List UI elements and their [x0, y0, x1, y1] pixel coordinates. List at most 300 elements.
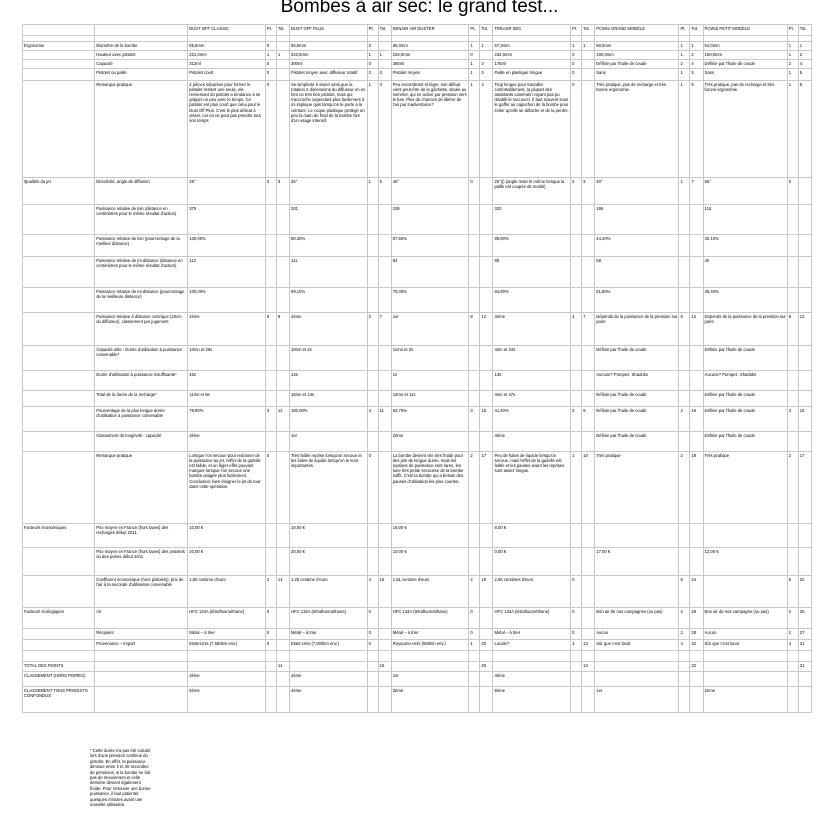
table-row	[23, 524, 812, 548]
total-cell	[378, 608, 391, 629]
points-cell	[679, 235, 690, 257]
value-cell: 65,5mm	[188, 42, 266, 51]
points-cell: 1	[679, 51, 690, 60]
value-cell: 3ème	[188, 672, 266, 687]
value-cell: HFC 134A (tétrafluoroéthane)	[493, 608, 571, 629]
total-cell	[582, 672, 595, 687]
value-cell: Aucune? Pompez, Shadoks	[703, 371, 787, 391]
value-cell: 16mn et 14s	[289, 391, 367, 407]
value-cell: Définie par l'huile de coude	[703, 432, 787, 452]
criterion-cell: Pourcentage de la plus longue durée d'utilisation à puissance convenable	[95, 407, 188, 432]
value-cell: 201	[289, 205, 367, 235]
total-cell	[276, 346, 289, 371]
value-cell	[703, 524, 787, 548]
points-cell: 1	[679, 81, 690, 178]
value-cell: 54,0mm	[703, 42, 787, 51]
value-cell: 12mn et 11s	[391, 391, 469, 407]
total-cell	[798, 687, 811, 713]
points-cell	[571, 548, 582, 576]
total-cell	[798, 432, 811, 452]
total-cell	[276, 640, 289, 651]
value-cell	[595, 651, 679, 662]
value-cell: Définie par l'huile de coude	[595, 432, 679, 452]
total-cell	[378, 60, 391, 69]
points-cell: 2	[367, 69, 378, 81]
total-cell	[798, 651, 811, 662]
total-cell: 1	[480, 42, 493, 51]
total-cell	[378, 651, 391, 662]
points-cell: 0	[367, 452, 378, 524]
value-cell	[493, 651, 571, 662]
value-cell: 20,00 €	[289, 548, 367, 576]
value-cell: 300ml	[289, 60, 367, 69]
total-cell: 20	[480, 662, 493, 672]
points-cell: 0	[571, 629, 582, 640]
points-cell: 1	[787, 42, 798, 51]
total-cell	[378, 629, 391, 640]
points-cell	[367, 651, 378, 662]
value-cell: 2ème	[289, 672, 367, 687]
total-cell	[582, 257, 595, 288]
value-cell: 84	[391, 257, 469, 288]
points-cell: 1	[787, 69, 798, 81]
total-cell: 31	[798, 662, 811, 672]
total-cell	[480, 235, 493, 257]
total-cell	[480, 629, 493, 640]
table-row	[23, 81, 812, 178]
total-cell	[378, 235, 391, 257]
row-label-cell	[23, 235, 95, 257]
value-cell: Définie par l'huile de coude	[595, 407, 679, 432]
total-cell	[480, 205, 493, 235]
value-cell: 234,0mm	[391, 51, 469, 60]
row-label-cell	[23, 81, 95, 178]
table-row	[23, 651, 812, 662]
total-cell	[582, 51, 595, 60]
header-cell	[23, 25, 95, 36]
points-cell	[679, 288, 690, 313]
value-cell: Définie par l'huile de coude	[703, 407, 787, 432]
points-cell	[571, 662, 582, 672]
value-cell: 25°(i) (angle reste le même lorsque la paille est coupée de moitié)	[493, 178, 571, 205]
points-cell: 6	[265, 313, 276, 346]
points-cell: 0	[265, 608, 276, 629]
value-cell: 35,40%	[703, 288, 787, 313]
points-cell: 1	[367, 51, 378, 60]
table-row	[23, 576, 812, 608]
value-cell: Définie par l'huile de coude	[703, 346, 787, 371]
total-cell	[378, 346, 391, 371]
total-cell	[690, 432, 703, 452]
points-cell	[265, 662, 276, 672]
table-row	[23, 391, 812, 407]
value-cell: Locale?	[493, 640, 571, 651]
total-cell: 1	[690, 42, 703, 51]
points-cell	[571, 391, 582, 407]
value-cell: 80,30%	[289, 235, 367, 257]
value-cell: 95	[493, 257, 571, 288]
value-cell: 20,00 €	[188, 548, 266, 576]
total-cell	[480, 548, 493, 576]
value-cell: Sûr que c'est local	[595, 640, 679, 651]
value-cell: 25°	[188, 178, 266, 205]
total-cell	[582, 524, 595, 548]
value-cell: Etats-Unis (7.500km env.)	[289, 640, 367, 651]
total-cell	[480, 687, 493, 713]
row-label-cell	[23, 407, 95, 432]
total-cell: 2	[690, 51, 703, 60]
points-cell	[469, 687, 480, 713]
table-row	[23, 69, 812, 81]
points-cell: 0	[571, 81, 582, 178]
total-cell	[798, 548, 811, 576]
points-cell	[679, 391, 690, 407]
points-cell	[787, 371, 798, 391]
row-label-cell	[23, 576, 95, 608]
total-cell: 3	[480, 69, 493, 81]
points-cell	[787, 548, 798, 576]
points-cell: 0	[571, 51, 582, 60]
row-label-cell	[23, 288, 95, 313]
points-cell	[571, 524, 582, 548]
points-cell	[787, 432, 798, 452]
criterion-cell: Pistolet ou paille	[95, 69, 188, 81]
total-cell: 5	[378, 178, 391, 205]
points-cell: 1	[679, 178, 690, 205]
value-cell: Très pratique	[703, 452, 787, 524]
value-cell: 3ème	[188, 432, 266, 452]
value-cell: HFC 134A (tétrafluoroéthane)	[289, 608, 367, 629]
total-cell	[690, 687, 703, 713]
points-cell: 0	[265, 60, 276, 69]
table-row	[23, 313, 812, 346]
value-cell: 2ème	[703, 687, 787, 713]
criterion-cell: Prix moyen en France (hors taxes) des pistolets ou des poires début 2011	[95, 548, 188, 576]
row-label-cell: Ergonomie	[23, 42, 95, 51]
header-cell: Tot.	[276, 25, 289, 36]
total-cell	[582, 576, 595, 608]
total-cell: 22	[798, 576, 811, 608]
value-cell: 2ème	[188, 313, 266, 346]
points-cell: 0	[469, 178, 480, 205]
value-cell: 5ème	[188, 687, 266, 713]
value-cell	[595, 576, 679, 608]
points-cell: 1	[469, 81, 480, 178]
points-cell: 0	[367, 640, 378, 651]
value-cell: Etats-Unis (7.500km env.)	[188, 640, 266, 651]
points-cell	[367, 235, 378, 257]
points-cell: 6	[787, 313, 798, 346]
table-row	[23, 452, 812, 524]
points-cell	[367, 346, 378, 371]
points-cell	[571, 371, 582, 391]
points-cell	[265, 257, 276, 288]
value-cell: Définie par l'huile de coude	[595, 391, 679, 407]
value-cell	[391, 651, 469, 662]
value-cell: Pistolet court	[188, 69, 266, 81]
total-cell	[690, 257, 703, 288]
points-cell	[469, 524, 480, 548]
value-cell: Sûr que c'est local	[703, 640, 787, 651]
total-cell	[276, 257, 289, 288]
total-cell: 26	[690, 608, 703, 629]
value-cell: Peu encombrant et léger, son défaut vient peut-être de la gâchette, située au sommet, qui en active par pression vers le bas. Plus de chances de libérer de l'air par inadvertance?	[391, 81, 469, 178]
points-cell	[469, 205, 480, 235]
total-cell	[276, 288, 289, 313]
header-cell: Tot.	[378, 25, 391, 36]
total-cell	[276, 452, 289, 524]
value-cell	[188, 662, 266, 672]
total-cell: 1	[276, 51, 289, 60]
total-cell	[798, 178, 811, 205]
total-cell	[582, 346, 595, 371]
total-cell	[690, 346, 703, 371]
value-cell: 1s	[391, 371, 469, 391]
points-cell: 0	[571, 60, 582, 69]
points-cell	[265, 548, 276, 576]
total-cell	[480, 371, 493, 391]
value-cell: 4ème	[289, 313, 367, 346]
points-cell	[367, 432, 378, 452]
value-cell: Pistolet moyen avec diffuseur rotatif	[289, 69, 367, 81]
points-cell: 0	[265, 640, 276, 651]
total-cell: 3	[582, 178, 595, 205]
row-label-cell	[23, 69, 95, 81]
points-cell: 1	[265, 51, 276, 60]
points-cell	[679, 205, 690, 235]
points-cell	[469, 651, 480, 662]
criterion-cell: Diamètre de la bombe	[95, 42, 188, 51]
total-cell: 4	[798, 60, 811, 69]
total-cell	[798, 346, 811, 371]
total-cell	[480, 608, 493, 629]
total-cell	[582, 608, 595, 629]
value-cell: 100,00%	[188, 235, 266, 257]
points-cell: 3	[265, 407, 276, 432]
points-cell	[571, 288, 582, 313]
value-cell: 75,00%	[391, 288, 469, 313]
points-cell	[571, 346, 582, 371]
value-cell: 112	[188, 257, 266, 288]
table-row	[23, 178, 812, 205]
value-cell: 6ème	[493, 687, 571, 713]
value-cell	[493, 662, 571, 672]
total-cell	[276, 205, 289, 235]
value-cell: 44,20%	[595, 235, 679, 257]
value-cell: Définie par l'huile de coude	[595, 346, 679, 371]
value-cell: HFC 134A (tétrafluoroéthane)	[391, 608, 469, 629]
total-cell	[276, 235, 289, 257]
criterion-cell: Total de la durée de la recharge*	[95, 391, 188, 407]
total-cell	[276, 81, 289, 178]
value-cell: 166	[595, 205, 679, 235]
criterion-cell: Coefficient économique (hors pistolets); prix de l'air à la seconde d'utilisation convenable	[95, 576, 188, 608]
total-cell	[798, 524, 811, 548]
total-cell: 14	[276, 576, 289, 608]
value-cell: 65,5mm	[289, 42, 367, 51]
points-cell	[265, 524, 276, 548]
header-cell: TREASR SEC	[493, 25, 571, 36]
total-cell	[276, 672, 289, 687]
value-cell: 1,51 centime d'euro	[391, 576, 469, 608]
table-row	[23, 371, 812, 391]
table-header-row	[23, 25, 812, 36]
total-cell: 6	[690, 81, 703, 178]
row-label-cell: CLASSEMENT TOUS PRODUITS CONFONDUS	[23, 687, 95, 713]
points-cell: 0	[469, 608, 480, 629]
header-cell: Pt.	[367, 25, 378, 36]
total-cell	[690, 205, 703, 235]
value-cell: 0,00 €	[493, 548, 571, 576]
row-label-cell	[23, 51, 95, 60]
table-row	[23, 432, 812, 452]
points-cell: 2	[679, 452, 690, 524]
value-cell: 10mn et 2s	[289, 346, 367, 371]
value-cell: 2,65 centimes d'euro	[493, 576, 571, 608]
table-row	[23, 687, 812, 713]
header-cell: DUST OFF CLASSIC	[188, 25, 266, 36]
total-cell: 7	[378, 313, 391, 346]
points-cell	[367, 205, 378, 235]
total-cell	[798, 235, 811, 257]
row-label-cell: Facteurs économiques	[23, 524, 95, 548]
criterion-cell: Remarque pratique	[95, 81, 188, 178]
points-cell	[679, 432, 690, 452]
total-cell: 11	[378, 407, 391, 432]
total-cell: 7	[690, 178, 703, 205]
total-cell: 13	[582, 640, 595, 651]
points-cell: 2	[787, 608, 798, 629]
value-cell: Aucun	[703, 629, 787, 640]
value-cell: 100,00%	[188, 288, 266, 313]
points-cell	[787, 672, 798, 687]
points-cell	[265, 391, 276, 407]
points-cell: 2	[679, 608, 690, 629]
total-cell	[378, 452, 391, 524]
total-cell	[276, 42, 289, 51]
value-cell: Royaume-Unis (500km env.)	[391, 640, 469, 651]
total-cell	[276, 69, 289, 81]
points-cell: 1	[469, 60, 480, 69]
table-row	[23, 672, 812, 687]
value-cell: 375	[188, 205, 266, 235]
value-cell: 322	[493, 205, 571, 235]
row-label-cell	[23, 346, 95, 371]
comparison-table	[22, 24, 812, 713]
value-cell	[595, 524, 679, 548]
total-cell: 10	[582, 452, 595, 524]
value-cell: 11mn et 2s	[391, 346, 469, 371]
total-cell: 5	[798, 69, 811, 81]
table-row	[23, 42, 812, 51]
header-cell: PCWIS GRAND MODÈLE	[595, 25, 679, 36]
row-label-cell	[23, 205, 95, 235]
points-cell	[679, 371, 690, 391]
value-cell: 380ml	[391, 60, 469, 69]
table-row	[23, 257, 812, 288]
header-cell: Pt.	[679, 25, 690, 36]
total-cell: 2	[480, 60, 493, 69]
total-cell	[582, 288, 595, 313]
points-cell: 3	[571, 640, 582, 651]
points-cell: 2	[469, 576, 480, 608]
value-cell	[289, 651, 367, 662]
points-cell	[367, 288, 378, 313]
value-cell: Très pratique, pas de recharge et très bonne ergonomie.	[595, 81, 679, 178]
value-cell: 1,60 centime d'euro	[188, 576, 266, 608]
total-cell	[582, 60, 595, 69]
value-cell: 226	[391, 205, 469, 235]
criterion-cell: Classement de longévité - capacité	[95, 432, 188, 452]
points-cell: 6	[679, 313, 690, 346]
points-cell: 6	[679, 576, 690, 608]
value-cell: 12,00 €	[703, 548, 787, 576]
points-cell: 3	[787, 407, 798, 432]
total-cell: 15	[480, 407, 493, 432]
header-cell: Pt.	[787, 25, 798, 36]
header-cell: DUST OFF PLUS	[289, 25, 367, 36]
value-cell	[188, 651, 266, 662]
value-cell: Définie par l'huile de coude	[703, 391, 787, 407]
value-cell: 42s	[188, 371, 266, 391]
total-cell	[582, 205, 595, 235]
criterion-cell: Puissance relative de mi-distance (distance en centimètres pour le même résultat d'action)	[95, 257, 188, 288]
total-cell	[378, 391, 391, 407]
total-cell: 1	[378, 51, 391, 60]
points-cell: 2	[787, 452, 798, 524]
total-cell: 12	[690, 313, 703, 346]
row-label-cell	[23, 391, 95, 407]
total-cell: 15	[378, 662, 391, 672]
table-row	[23, 288, 812, 313]
value-cell: Bon air de nos campagnes (ou pas)	[595, 608, 679, 629]
value-cell: Définie par l'huile de coude	[595, 60, 679, 69]
points-cell	[679, 524, 690, 548]
total-cell	[276, 687, 289, 713]
value-cell	[289, 662, 367, 672]
total-cell	[690, 524, 703, 548]
total-cell: 15	[378, 576, 391, 608]
total-cell	[690, 391, 703, 407]
value-cell: 3ème	[391, 687, 469, 713]
points-cell	[469, 662, 480, 672]
points-cell	[265, 432, 276, 452]
criterion-cell	[95, 672, 188, 687]
points-cell	[787, 391, 798, 407]
value-cell	[595, 662, 679, 672]
value-cell: 4mn et 34s	[493, 346, 571, 371]
total-cell: 4	[378, 81, 391, 178]
total-cell: 1	[798, 42, 811, 51]
points-cell: 1	[787, 81, 798, 178]
points-cell	[367, 672, 378, 687]
table-row	[23, 629, 812, 640]
value-cell: Se simplicité à visser ainsi que la rotation 2 dimensions du diffuseur on en font un très bon pistolet, mais qui s'accroche cependant plus facilement à mi implique quis lorsqu'on le porte à la ceinture. Le coque plastique protège un peu la main du froid de la bombe lors d'un usage intensif.	[289, 81, 367, 178]
value-cell: 4ème	[493, 672, 571, 687]
total-cell: 16	[690, 407, 703, 432]
table-row	[23, 662, 812, 672]
points-cell: 2	[679, 407, 690, 432]
value-cell: 11mn et 8s	[188, 391, 266, 407]
points-cell	[265, 346, 276, 371]
points-cell: 2	[571, 178, 582, 205]
value-cell: 55°	[703, 178, 787, 205]
total-cell	[276, 371, 289, 391]
value-cell: 30,10%	[703, 235, 787, 257]
value-cell: 16,00 €	[391, 524, 469, 548]
row-label-cell	[23, 452, 95, 524]
points-cell	[571, 257, 582, 288]
